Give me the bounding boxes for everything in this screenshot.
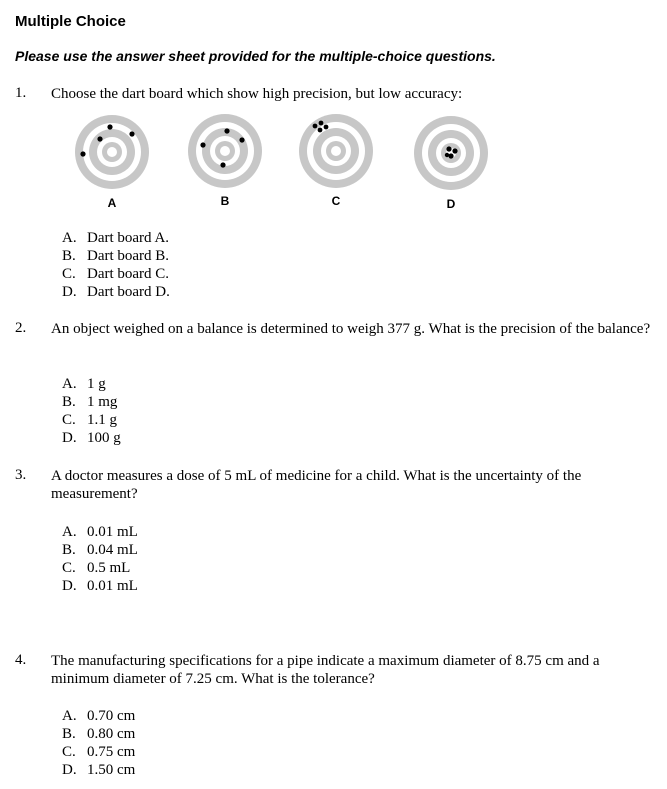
dart-board-c-label: C <box>331 194 341 208</box>
dart-board-d <box>413 115 489 191</box>
option-d[interactable] <box>62 577 138 595</box>
question-4-number: 4. <box>15 652 27 668</box>
option-letter: C. <box>62 412 76 428</box>
option-letter: D. <box>62 578 77 594</box>
question-1-number: 1. <box>15 85 27 101</box>
question-3-text: A doctor measures a dose of 5 mL of medicine for a child. What is the uncertainty of the measurement? <box>51 468 582 502</box>
option-text: 1 mg <box>87 394 118 410</box>
question-1-options <box>62 229 170 301</box>
option-b[interactable] <box>62 247 170 265</box>
option-text: 1.50 cm <box>87 762 136 778</box>
question-2-number: 2. <box>15 320 27 336</box>
option-d[interactable] <box>62 283 170 301</box>
option-a[interactable] <box>62 375 121 393</box>
option-text: 0.04 mL <box>87 542 138 558</box>
question-2-text: An object weighed on a balance is determined to weigh 377 g. What is the precision of the balance? <box>51 321 651 337</box>
option-text: Dart board D. <box>87 284 170 300</box>
option-text: 0.80 cm <box>87 726 136 742</box>
dart-board-a-label: A <box>107 196 117 210</box>
option-c[interactable] <box>62 559 138 577</box>
option-letter: B. <box>62 726 76 742</box>
option-c[interactable] <box>62 743 135 761</box>
option-letter: A. <box>62 230 77 246</box>
option-letter: A. <box>62 708 77 724</box>
question-3-number: 3. <box>15 467 27 483</box>
option-letter: C. <box>62 560 76 576</box>
option-letter: A. <box>62 376 77 392</box>
question-4-text: The manufacturing specifications for a pipe indicate a maximum diameter of 8.75 cm and a minimum diameter of 7.25 cm. What is the tolerance? <box>51 653 600 687</box>
dart-board-b <box>187 113 263 189</box>
option-letter: A. <box>62 524 77 540</box>
option-text: 0.01 mL <box>87 578 138 594</box>
option-a[interactable] <box>62 229 170 247</box>
question-3-options <box>62 523 138 595</box>
option-text: 100 g <box>87 430 121 446</box>
option-text: Dart board B. <box>87 248 170 264</box>
option-b[interactable] <box>62 541 138 559</box>
option-text: 0.75 cm <box>87 744 136 760</box>
dart-board-d-label: D <box>446 197 456 211</box>
instructions: Please use the answer sheet provided for the multiple-choice questions. <box>15 48 496 64</box>
option-a[interactable] <box>62 707 135 725</box>
option-letter: D. <box>62 762 77 778</box>
option-text: Dart board C. <box>87 266 170 282</box>
option-c[interactable] <box>62 411 121 429</box>
option-b[interactable] <box>62 725 135 743</box>
section-title: Multiple Choice <box>15 13 126 30</box>
option-text: 1 g <box>87 376 106 392</box>
dart-board-b-label: B <box>220 194 230 208</box>
option-text: Dart board A. <box>87 230 170 246</box>
dart-board-c <box>298 113 374 189</box>
question-4-options <box>62 707 135 779</box>
option-letter: B. <box>62 394 76 410</box>
option-c[interactable] <box>62 265 170 283</box>
option-a[interactable] <box>62 523 138 541</box>
option-text: 0.5 mL <box>87 560 131 576</box>
option-letter: B. <box>62 248 76 264</box>
option-d[interactable] <box>62 429 121 447</box>
option-b[interactable] <box>62 393 121 411</box>
option-letter: C. <box>62 744 76 760</box>
dart-board-a <box>74 114 150 190</box>
question-2-options <box>62 375 121 447</box>
option-d[interactable] <box>62 761 135 779</box>
option-letter: B. <box>62 542 76 558</box>
option-letter: D. <box>62 284 77 300</box>
option-text: 1.1 g <box>87 412 117 428</box>
option-text: 0.70 cm <box>87 708 136 724</box>
option-letter: C. <box>62 266 76 282</box>
option-letter: D. <box>62 430 77 446</box>
option-text: 0.01 mL <box>87 524 138 540</box>
question-1-text: Choose the dart board which show high precision, but low accuracy: <box>51 86 463 102</box>
